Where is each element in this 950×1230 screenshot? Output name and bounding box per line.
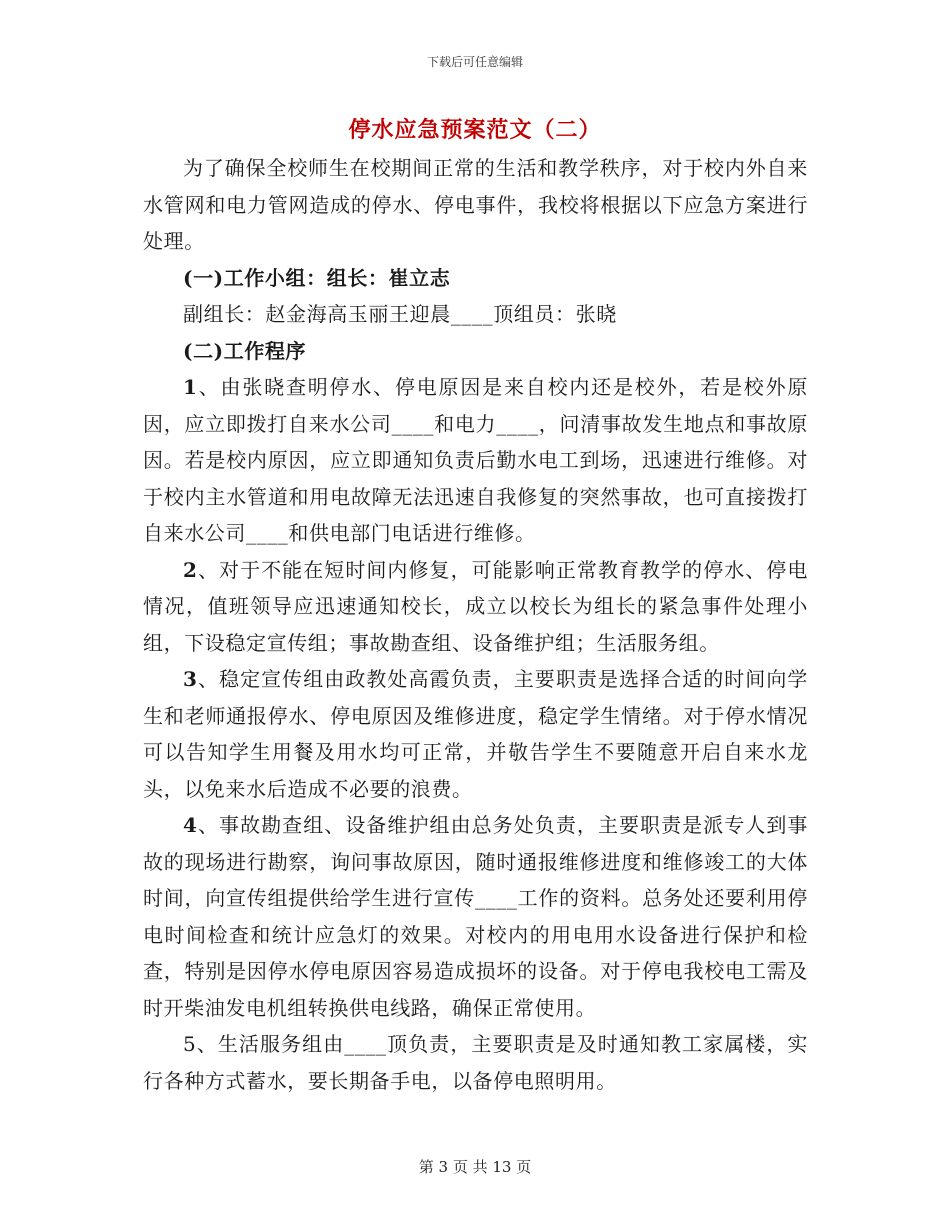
document-title: 停水应急预案范文（二）	[348, 117, 602, 143]
item-text: 、事故勘查组、设备维护组由总务处负责，主要职责是派专人到事故的现场进行勘察，询问事故原因，随时通报维修进度和维修竣工的大体时间，向宣传组提供给学生进行宣传____工作的资料。总务处还要利用停电时间检查和统计应急灯的效果。对校内的用电用水设备进行保护和检查，特别是因停水停电原因容易造成损坏的设备。对于停电我校电工需及时开柴油发电机组转换供电线路，确保正常使用。	[143, 813, 808, 1020]
intro-paragraph: 为了确保全校师生在校期间正常的生活和教学秩序，对于校内外自来水管网和电力管网造成的停水、停电事件，我校将根据以下应急方案进行处理。	[143, 156, 808, 253]
item-number: 5	[183, 1032, 197, 1056]
procedure-item-3	[143, 661, 808, 807]
procedure-item-4	[143, 807, 808, 1026]
procedure-item-5	[143, 1026, 808, 1099]
item-text: 、稳定宣传组由政教处高霞负责，主要职责是选择合适的时间向学生和老师通报停水、停电原因及维修进度，稳定学生情绪。对于停水情况可以告知学生用餐及用水均可正常，并敬告学生不要随意开启自来水龙头，以免来水后造成不必要的浪费。	[143, 667, 808, 801]
procedure-item-2	[143, 552, 808, 662]
document-body	[143, 150, 808, 1099]
item-number: 4	[183, 813, 198, 837]
procedure-item-1	[143, 369, 808, 552]
item-number: 3	[183, 667, 198, 691]
item-text: 、对于不能在短时间内修复，可能影响正常教育教学的停水、停电情况，值班领导应迅速通知校长，成立以校长为组长的紧急事件处理小组，下设稳定宣传组；事故勘查组、设备维护组；生活服务组。	[143, 557, 808, 655]
item-number: 1	[183, 375, 198, 399]
item-text: 、由张晓查明停水、停电原因是来自校内还是校外，若是校外原因，应立即拨打自来水公司____和电力____，问清事故发生地点和事故原因。若是校内原因，应立即通知负责后勤水电工到场，迅速进行维修。对于校内主水管道和用电故障无法迅速自我修复的突然事故，也可直接拨打自来水公司____和供电部门电话进行维修。	[143, 375, 808, 545]
section1-members: 副组长：赵金海高玉丽王迎晨____顶组员：张晓	[183, 302, 617, 326]
item-text: 、生活服务组由____顶负责，主要职责是及时通知教工家属楼，实行各种方式蓄水，要长期备手电，以备停电照明用。	[143, 1032, 808, 1093]
header-note: 下载后可任意编辑	[426, 55, 523, 69]
page-number: 第 3 页 共 13 页	[418, 1158, 532, 1176]
item-number: 2	[183, 557, 198, 582]
section1-heading: (一)工作小组：组长：崔立志	[183, 265, 451, 290]
section2-heading: (二)工作程序	[183, 338, 307, 363]
